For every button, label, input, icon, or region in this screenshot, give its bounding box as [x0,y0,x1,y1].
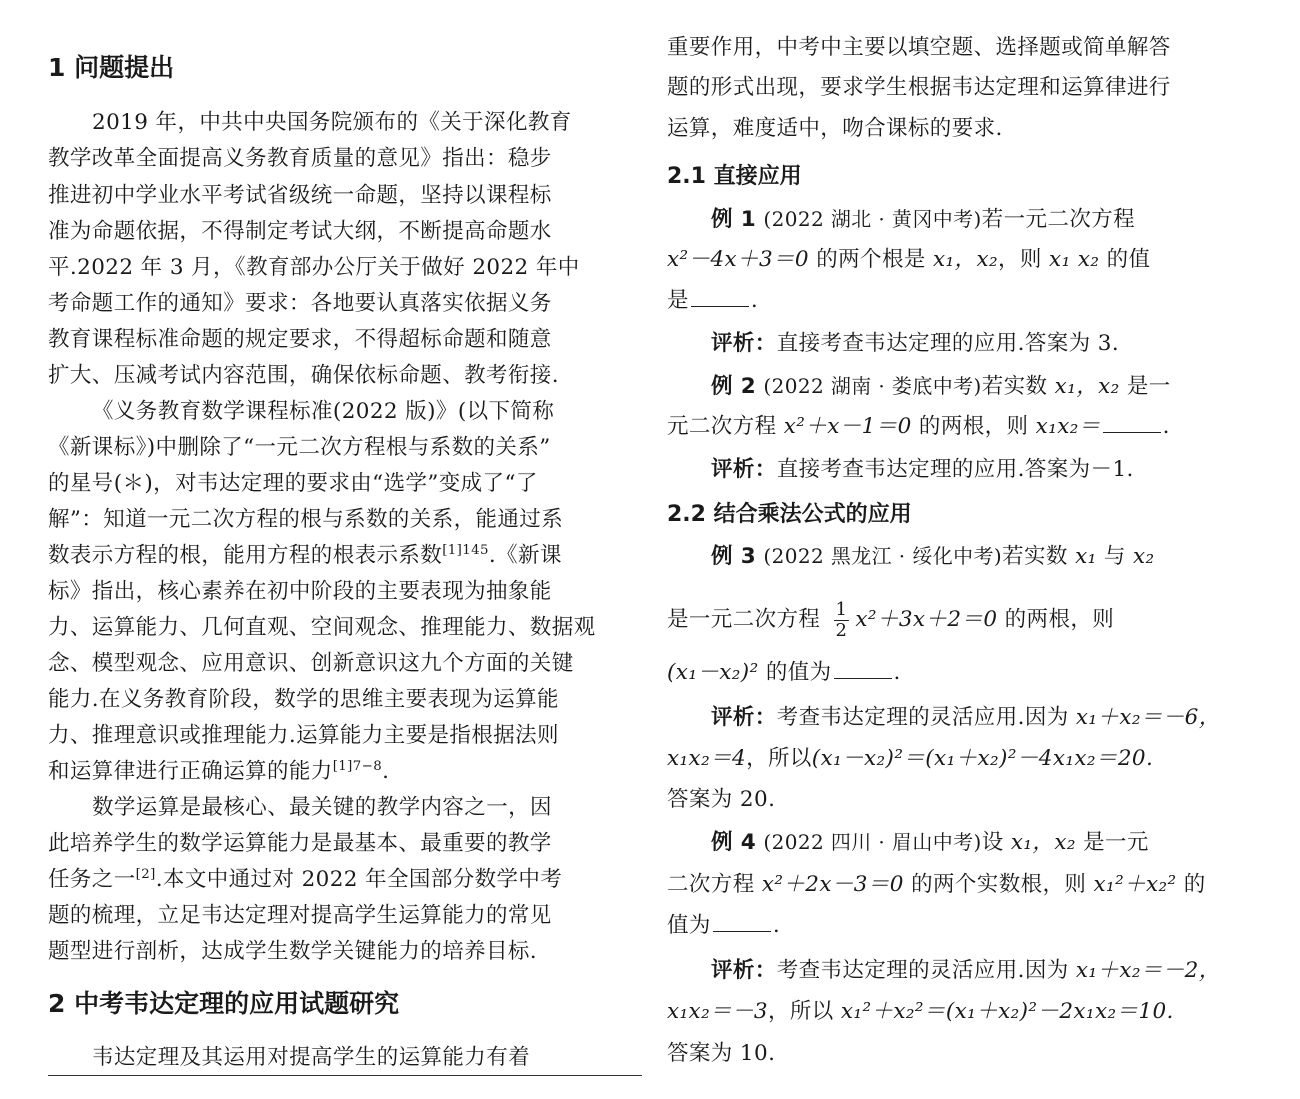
answer-blank [1103,414,1161,433]
section-title: 中考韦达定理的应用试题研究 [74,989,400,1018]
text-span: 若一元二次方程 [981,207,1136,232]
text-span: 元二次方程 [667,414,784,439]
subsection-2-1-heading: 2.1 直接应用 [667,164,802,189]
text-line: 题的形式出现，要求学生根据韦达定理和运算律进行 [667,75,1171,100]
equation: x²＋2x－3＝0 [761,872,904,897]
analysis-label: 评析： [711,457,777,482]
column-divider-rule [48,1075,642,1076]
math-var: x₂ [1132,544,1155,569]
text-span: 和运算律进行正确运算的能力 [48,759,333,784]
analysis-label: 评析： [711,958,777,983]
citation: [2] [135,866,156,882]
text-line: 2019 年，中共中央国务院颁布的《关于深化教育 [92,110,572,135]
text-span: 若实数 [981,374,1055,399]
example-1-line [711,203,1135,236]
text-span: 的值 [1099,247,1151,272]
example-3-line [667,598,1114,642]
text-span: 的 [1176,872,1206,897]
math-vars: x₁，x₂ [1054,374,1120,399]
text-span: ，则 [998,247,1050,272]
math-vars: x₁，x₂ [1010,830,1076,855]
text-line: 力、运算能力、几何直观、空间观念、推理能力、数据观 [48,615,596,640]
analysis-line [667,743,1153,775]
text-span: 是一 [1119,374,1171,399]
equation: x²－4x＋3＝0 [667,247,810,272]
text-line: 的星号(＊)，对韦达定理的要求由“选学”变成了“了 [48,471,538,496]
section-1-heading [48,51,174,85]
example-4-line [667,869,1206,901]
analysis-label: 评析： [711,331,777,356]
text-line: 运算，难度适中，吻合课标的要求. [667,116,1003,141]
text-line: 此培养学生的数学运算能力是最基本、最重要的教学 [48,831,552,856]
analysis-line [711,454,1134,486]
text-line: 考命题工作的通知》要求：各地要认真落实依据义务 [48,291,552,316]
text-span: 二次方程 [667,872,762,897]
text-line: 《新课标》)中删除了“一元二次方程根与系数的关系” [48,435,551,460]
example-3-line [711,540,1155,573]
text-line: 《义务教育数学课程标准(2022 版)》(以下简称 [92,399,555,424]
math-expr: x₁＋x₂＝－6， [1075,705,1221,730]
subsection-2-2-heading: 2.2 结合乘法公式的应用 [667,502,912,527]
section-2-heading [48,987,399,1021]
analysis-line: 答案为 10. [667,1041,776,1066]
text-line [48,864,562,896]
example-label: 例 1 [711,207,757,232]
answer-blank [691,288,749,307]
math-expr: x₁x₂＝－3 [667,999,768,1024]
example-label: 例 3 [711,544,757,569]
text-line: 题型进行剖析，达成学生数学关键能力的培养目标. [48,939,538,964]
text-span: 任务之一 [48,867,136,892]
example-3-line [667,657,901,689]
math-expr: x₁²＋x₂² [1093,872,1177,897]
text-line: 念、模型观念、应用意识、创新意识这九个方面的关键 [48,651,574,676]
text-line [48,540,562,572]
text-span: ，所以 [746,746,812,771]
text-line: 能力.在义务教育阶段，数学的思维主要表现为运算能 [48,687,559,712]
text-line: 准为命题依据，不得制定考试大纲，不断提高命题水 [48,219,552,244]
analysis-line [711,955,1221,987]
text-span: ，所以 [767,999,841,1024]
text-span: . [1162,414,1170,439]
text-span: 的两个根是 [809,247,933,272]
example-1-line [667,285,758,317]
example-source: (2022 湖南 · 娄底中考) [763,374,982,398]
text-line: 平.2022 年 3 月，《教育部办公厅关于做好 2022 年中 [48,255,580,280]
answer-blank [834,660,892,679]
section-title: 问题提出 [74,53,175,82]
text-span: . [772,913,781,938]
text-span: 值为 [667,913,711,938]
text-line: 扩大、压减考试内容范围，确保依标命题、教考衔接. [48,363,559,388]
equation: x²＋x－1＝0 [783,414,912,439]
analysis-text: 考查韦达定理的灵活应用.因为 [776,705,1076,730]
text-span: 的两根，则 [997,607,1115,632]
text-span: 的两根，则 [911,414,1036,439]
example-4-line [711,826,1149,859]
text-span: .本文中通过对 2022 年全国部分数学中考 [155,867,563,892]
analysis-line: 答案为 20. [667,787,776,812]
text-span: 与 [1096,544,1133,569]
analysis-text: 考查韦达定理的灵活应用.因为 [776,958,1076,983]
text-span: 设 [981,830,1011,855]
math-expr: x₁x₂＝4 [667,746,747,771]
citation: [1]145 [442,542,489,558]
math-expr: x₁²＋x₂²＝(x₁＋x₂)²－2x₁x₂＝10. [840,999,1174,1024]
example-2-line [667,411,1170,443]
text-span: .《新课 [488,543,562,568]
analysis-text: 直接考查韦达定理的应用.答案为 3. [776,331,1120,356]
text-line: 推进初中学业水平考试省级统一命题，坚持以课程标 [48,183,552,208]
answer-blank [713,913,771,932]
example-2-line [711,370,1171,403]
math-expr: x₁x₂＝ [1035,414,1101,439]
citation: [1]7−8 [332,758,383,774]
math-vars: x₁，x₂ [933,247,998,272]
math-var: x₁ [1075,544,1097,569]
math-expr: (x₁－x₂)²＝(x₁＋x₂)²－4x₁x₂＝20. [811,746,1154,771]
text-span: 是一元二次方程 [667,607,828,632]
text-span: . [382,759,390,784]
math-expr: x₁ x₂ [1049,247,1100,272]
text-line: 重要作用，中考中主要以填空题、选择题或简单解答 [667,35,1171,60]
text-line: 教学改革全面提高义务教育质量的意见》指出：稳步 [48,146,552,171]
fraction-numerator: 1 [835,598,848,620]
equation: x²＋3x＋2＝0 [855,607,998,632]
text-span: . [893,660,901,685]
text-span: . [750,288,759,313]
text-line: 解”：知道一元二次方程的根与系数的关系，能通过系 [48,507,564,532]
text-line: 韦达定理及其运用对提高学生的运算能力有着 [92,1045,531,1070]
text-line: 标》指出，核心素养在初中阶段的主要表现为抽象能 [48,579,552,604]
section-number: 1 [48,53,66,82]
analysis-line [711,702,1221,734]
text-span: 的两个实数根，则 [903,872,1094,897]
section-number: 2 [48,989,66,1018]
text-span: 的值为 [758,660,832,685]
text-span: 是 [667,288,689,313]
text-line: 教育课程标准命题的规定要求，不得超标命题和随意 [48,327,552,352]
analysis-text: 直接考查韦达定理的应用.答案为－1. [776,457,1134,482]
text-span: 是一元 [1075,830,1149,855]
analysis-label: 评析： [711,705,777,730]
text-line: 力、推理意识或推理能力.运算能力主要是指根据法则 [48,723,559,748]
text-span: 若实数 [1002,544,1076,569]
analysis-line [711,328,1119,360]
text-line: 题的梳理，立足韦达定理对提高学生运算能力的常见 [48,903,552,928]
text-line [48,756,389,788]
example-source: (2022 湖北 · 黄冈中考) [763,207,982,231]
example-label: 例 4 [711,830,757,855]
example-source: (2022 四川 · 眉山中考) [763,830,982,854]
fraction-denominator: 2 [835,619,848,641]
example-1-line [667,244,1150,276]
analysis-line [667,996,1174,1028]
example-label: 例 2 [711,374,757,399]
math-expr: x₁＋x₂＝－2， [1075,958,1221,983]
text-line: 数学运算是最核心、最关键的教学内容之一，因 [92,795,552,820]
example-source: (2022 黑龙江 · 绥化中考) [763,544,1003,568]
text-span: 数表示方程的根，能用方程的根表示系数 [48,543,443,568]
example-4-line [667,910,780,942]
math-expr: (x₁－x₂)² [667,660,759,685]
fraction [834,600,850,641]
